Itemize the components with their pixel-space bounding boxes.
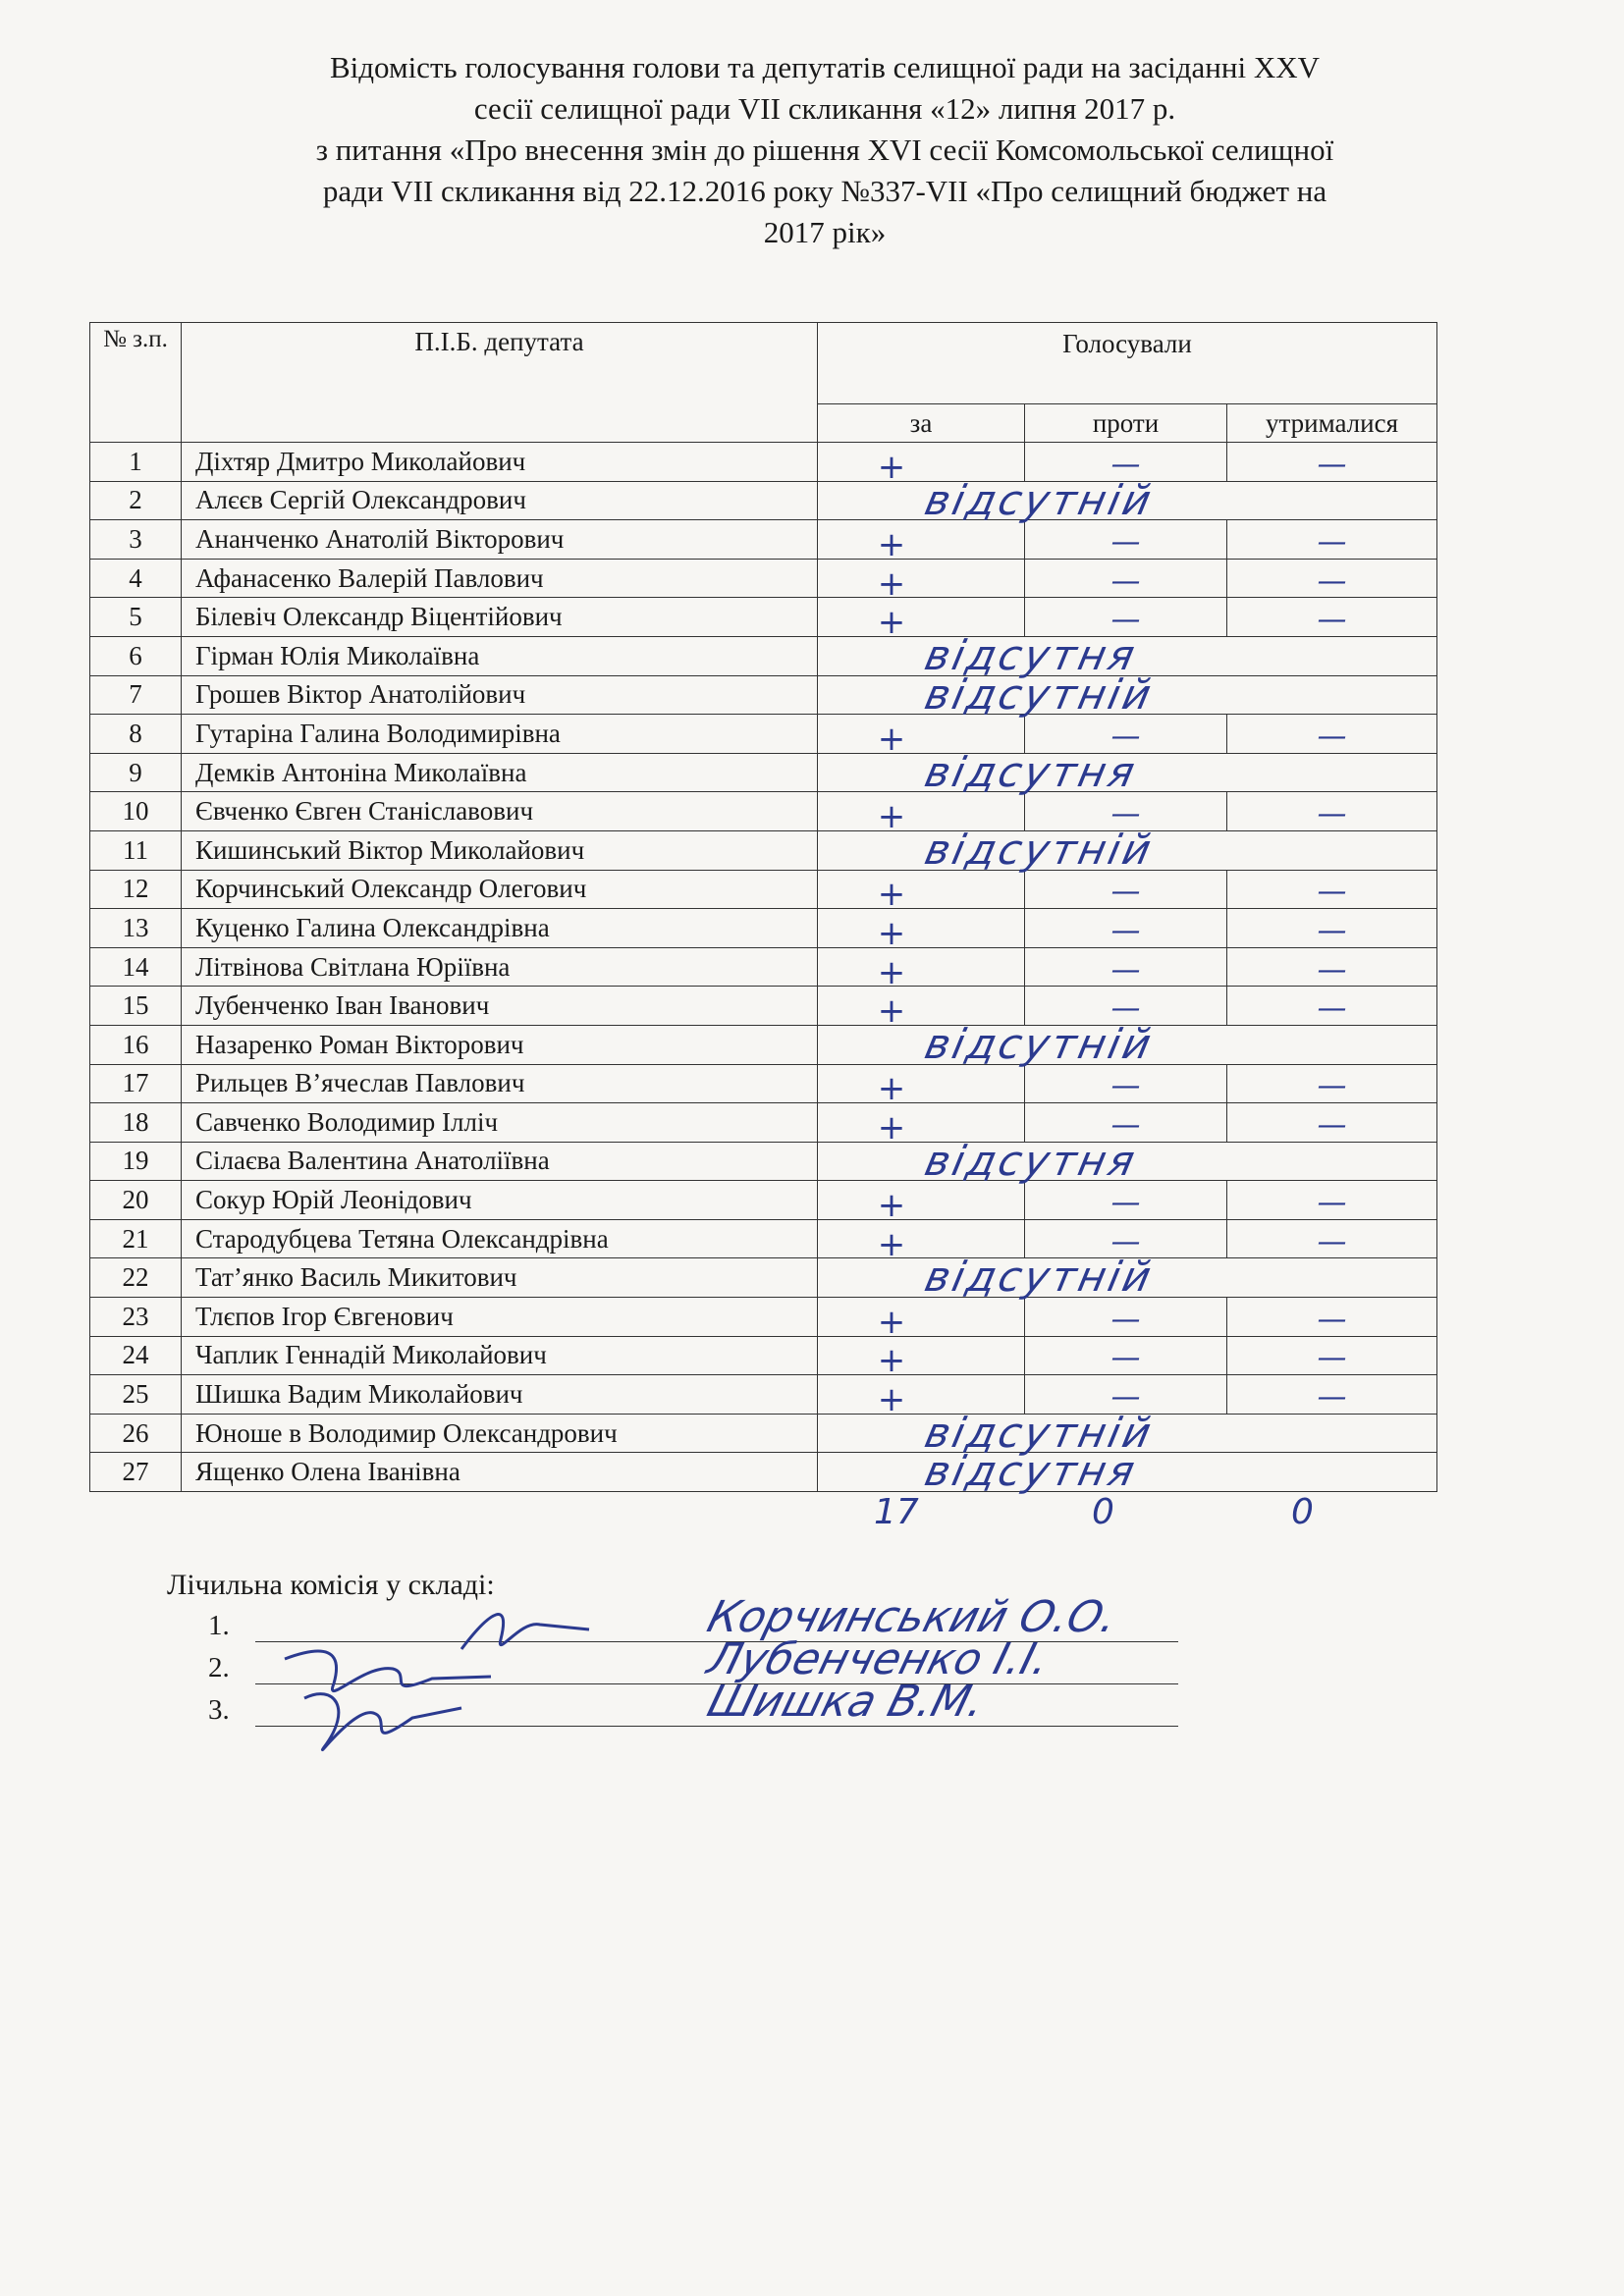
header-proty: проти (1025, 404, 1227, 443)
vote-proty-cell (1025, 947, 1227, 987)
vote-utr-cell (1227, 715, 1437, 754)
vote-za-mark: + (877, 719, 906, 759)
row-number: 26 (90, 1414, 182, 1453)
vote-utr-cell (1227, 520, 1437, 560)
table-row (90, 1025, 1437, 1064)
row-number: 3 (90, 520, 182, 560)
vote-za-mark: + (877, 913, 906, 953)
vote-proty-cell (1025, 909, 1227, 948)
vote-utr-mark: — (1317, 1302, 1347, 1337)
header-za: за (818, 404, 1025, 443)
absent-cell (818, 1136, 1437, 1185)
table-body (90, 443, 1437, 1496)
vote-za-mark: + (877, 875, 906, 915)
row-number: 6 (90, 636, 182, 675)
absent-cell (818, 1447, 1437, 1496)
deputy-name: Гірман Юлія Миколаївна (182, 636, 818, 675)
vote-za-mark: + (877, 447, 906, 487)
deputy-name: Стародубцева Тетяна Олександрівна (182, 1219, 818, 1258)
handwritten-signatures (265, 1590, 599, 1767)
vote-za-mark: + (877, 1069, 906, 1109)
table-row (90, 753, 1437, 792)
vote-za-cell (818, 1336, 1025, 1381)
deputy-name: Корчинський Олександр Олегович (182, 870, 818, 909)
deputy-name: Юноше в Володимир Олександрович (182, 1414, 818, 1453)
title-line: сесії селищної ради VII скликання «12» липня 2017 р. (473, 91, 1176, 126)
vote-za-mark: + (877, 991, 906, 1032)
deputy-name: Назаренко Роман Вікторович (182, 1025, 818, 1064)
table-row (90, 675, 1437, 715)
vote-za-mark: + (877, 797, 906, 837)
vote-za-cell (818, 559, 1025, 604)
vote-utr-cell (1227, 947, 1437, 987)
vote-utr-cell (1227, 1375, 1437, 1415)
vote-za-mark: + (877, 1302, 906, 1342)
deputy-name: Савченко Володимир Ілліч (182, 1103, 818, 1143)
vote-utr-cell (1227, 792, 1437, 831)
table-row (90, 1453, 1437, 1492)
vote-utr-mark: — (1317, 563, 1347, 599)
table-row (90, 559, 1437, 598)
vote-utr-mark: — (1317, 1224, 1347, 1259)
absent-cell (818, 475, 1437, 524)
row-number: 25 (90, 1375, 182, 1415)
signature-3 (304, 1694, 461, 1750)
vote-za-cell (818, 870, 1025, 915)
vote-utr-mark: — (1317, 1107, 1347, 1143)
vote-proty-cell (1025, 1181, 1227, 1220)
vote-proty-cell (1025, 870, 1227, 909)
absent-mark: відсутній (920, 825, 1159, 874)
table-row (90, 598, 1437, 637)
vote-proty-mark: — (1110, 1107, 1141, 1143)
absent-cell (818, 825, 1437, 874)
vote-utr-mark: — (1317, 1069, 1347, 1104)
table-row (90, 715, 1437, 754)
vote-utr-cell (1227, 1219, 1437, 1258)
vote-proty-mark: — (1110, 524, 1141, 560)
row-number: 16 (90, 1025, 182, 1064)
row-number: 14 (90, 947, 182, 987)
vote-proty-mark: — (1110, 991, 1141, 1027)
deputy-name: Євченко Євген Станіславович (182, 792, 818, 831)
vote-utr-mark: — (1317, 991, 1347, 1027)
deputy-name: Білевіч Олександр Віцентійович (182, 598, 818, 637)
vote-utr-cell (1227, 443, 1437, 482)
vote-proty-mark: — (1110, 447, 1141, 482)
deputy-name: Сілаєва Валентина Анатоліївна (182, 1142, 818, 1181)
vote-proty-mark: — (1110, 1302, 1141, 1337)
header-voted: Голосували (818, 323, 1437, 404)
row-number: 15 (90, 987, 182, 1026)
deputy-name: Літвінова Світлана Юріївна (182, 947, 818, 987)
vote-proty-mark: — (1110, 952, 1141, 988)
signature-2 (285, 1651, 491, 1691)
title-line: з питання «Про внесення змін до рішення XVI сесії Комсомольської селищної (315, 133, 1334, 167)
vote-utr-mark: — (1317, 952, 1347, 988)
absent-mark: відсутній (920, 669, 1159, 719)
vote-za-cell (818, 1064, 1025, 1109)
deputy-name: Сокур Юрій Леонідович (182, 1181, 818, 1220)
row-number: 19 (90, 1142, 182, 1181)
absent-mark: відсутній (920, 1019, 1159, 1068)
row-number: 24 (90, 1336, 182, 1375)
vote-utr-cell (1227, 909, 1437, 948)
row-number: 8 (90, 715, 182, 754)
vote-proty-cell (1025, 1298, 1227, 1337)
vote-utr-cell (1227, 1181, 1437, 1220)
table-row (90, 1142, 1437, 1181)
vote-za-mark: + (877, 563, 906, 604)
document-title (147, 47, 1502, 253)
vote-proty-cell (1025, 559, 1227, 598)
row-number: 21 (90, 1219, 182, 1258)
header-name: П.І.Б. депутата (182, 323, 818, 443)
deputy-name: Демків Антоніна Миколаївна (182, 753, 818, 792)
row-number: 10 (90, 792, 182, 831)
table-row (90, 481, 1437, 520)
row-number: 27 (90, 1453, 182, 1492)
vote-za-cell (818, 909, 1025, 953)
table-row (90, 520, 1437, 560)
member-name: Корчинський О.О. (702, 1592, 1123, 1642)
vote-utr-mark: — (1317, 1341, 1347, 1376)
absent-mark: відсутня (920, 747, 1142, 796)
table-row (90, 1219, 1437, 1258)
header-number: № з.п. (90, 323, 182, 443)
row-number: 13 (90, 909, 182, 948)
vote-proty-mark: — (1110, 913, 1141, 948)
vote-za-cell (818, 1181, 1025, 1226)
member-name: Шишка В.М. (702, 1677, 991, 1727)
commission-label: Лічильна комісія у складі: (167, 1569, 495, 1601)
title-line: Відомість голосування голови та депутатів селищної ради на засіданні XXV (329, 50, 1321, 84)
row-number: 20 (90, 1181, 182, 1220)
vote-proty-cell (1025, 1064, 1227, 1103)
row-number: 4 (90, 559, 182, 598)
vote-proty-mark: — (1110, 1069, 1141, 1104)
vote-utr-mark: — (1317, 1380, 1347, 1415)
vote-proty-mark: — (1110, 1380, 1141, 1415)
vote-utr-cell (1227, 559, 1437, 598)
header-utrymalysia: утрималися (1227, 404, 1437, 443)
title-line: ради VII скликання від 22.12.2016 року №337-VII «Про селищний бюджет на (322, 174, 1327, 208)
vote-za-mark: + (877, 603, 906, 643)
table-row (90, 1414, 1437, 1453)
deputy-name: Куценко Галина Олександрівна (182, 909, 818, 948)
absent-mark: відсутній (920, 475, 1159, 524)
vote-utr-mark: — (1317, 719, 1347, 754)
vote-utr-mark: — (1317, 797, 1347, 832)
deputy-name: Тат’янко Василь Микитович (182, 1258, 818, 1298)
vote-proty-mark: — (1110, 1224, 1141, 1259)
vote-za-cell (818, 1298, 1025, 1342)
member-number: 2. (208, 1652, 230, 1683)
vote-proty-mark: — (1110, 563, 1141, 599)
vote-za-mark: + (877, 1341, 906, 1381)
vote-proty-mark: — (1110, 603, 1141, 638)
vote-utr-mark: — (1317, 603, 1347, 638)
table-row (90, 792, 1437, 831)
absent-mark: відсутня (920, 630, 1142, 679)
row-number: 5 (90, 598, 182, 637)
table-row (90, 1064, 1437, 1103)
table-row (90, 909, 1437, 948)
vote-proty-mark: — (1110, 797, 1141, 832)
deputy-name: Рильцев В’ячеслав Павлович (182, 1064, 818, 1103)
row-number: 18 (90, 1103, 182, 1143)
vote-za-mark: + (877, 1107, 906, 1148)
vote-utr-mark: — (1317, 1186, 1347, 1221)
row-number: 17 (90, 1064, 182, 1103)
row-number: 9 (90, 753, 182, 792)
vote-za-cell (818, 947, 1025, 992)
total-utr: 0 (1291, 1492, 1314, 1532)
member-number: 3. (208, 1694, 230, 1726)
table-row (90, 1103, 1437, 1143)
vote-utr-cell (1227, 870, 1437, 909)
vote-utr-cell (1227, 1298, 1437, 1337)
vote-proty-cell (1025, 1336, 1227, 1375)
title-line: 2017 рік» (763, 215, 887, 249)
table-row (90, 830, 1437, 870)
table-row (90, 1336, 1437, 1375)
deputy-name: Ященко Олена Іванівна (182, 1453, 818, 1492)
vote-utr-mark: — (1317, 524, 1347, 560)
deputy-name: Кишинський Віктор Миколайович (182, 830, 818, 870)
vote-proty-mark: — (1110, 719, 1141, 754)
vote-proty-cell (1025, 520, 1227, 560)
table-row (90, 636, 1437, 675)
deputy-name: Шишка Вадим Миколайович (182, 1375, 818, 1415)
deputy-name: Афанасенко Валерій Павлович (182, 559, 818, 598)
vote-za-mark: + (877, 1186, 906, 1226)
table-row (90, 870, 1437, 909)
vote-utr-mark: — (1317, 913, 1347, 948)
voting-table (89, 322, 1437, 1496)
row-number: 2 (90, 481, 182, 520)
vote-za-mark: + (877, 952, 906, 992)
table-row (90, 1375, 1437, 1415)
absent-mark: відсутній (920, 1408, 1159, 1457)
vote-za-mark: + (877, 524, 906, 564)
row-number: 12 (90, 870, 182, 909)
absent-cell (818, 747, 1437, 796)
deputy-name: Ананченко Анатолій Вікторович (182, 520, 818, 560)
deputy-name: Грошев Віктор Анатолійович (182, 675, 818, 715)
row-number: 7 (90, 675, 182, 715)
row-number: 11 (90, 830, 182, 870)
total-proty: 0 (1092, 1492, 1114, 1532)
signature-1 (461, 1615, 589, 1649)
vote-utr-cell (1227, 1336, 1437, 1375)
deputy-name: Тлєпов Ігор Євгенович (182, 1298, 818, 1337)
vote-za-mark: + (877, 1380, 906, 1420)
table-row (90, 1258, 1437, 1298)
deputy-name: Діхтяр Дмитро Миколайович (182, 443, 818, 482)
vote-utr-cell (1227, 598, 1437, 637)
member-name: Лубенченко І.І. (702, 1634, 1056, 1684)
absent-mark: відсутня (920, 1447, 1142, 1496)
vote-proty-mark: — (1110, 1186, 1141, 1221)
vote-za-mark: + (877, 1224, 906, 1264)
deputy-name: Гутаріна Галина Володимирівна (182, 715, 818, 754)
vote-za-cell (818, 520, 1025, 564)
absent-cell (818, 1253, 1437, 1302)
vote-utr-mark: — (1317, 875, 1347, 910)
member-number: 1. (208, 1610, 230, 1641)
vote-utr-mark: — (1317, 447, 1347, 482)
total-za: 17 (874, 1492, 919, 1532)
absent-mark: відсутній (920, 1253, 1159, 1302)
table-row (90, 1298, 1437, 1337)
vote-proty-mark: — (1110, 875, 1141, 910)
table-row (90, 947, 1437, 987)
absent-mark: відсутня (920, 1136, 1142, 1185)
absent-cell (818, 669, 1437, 719)
table-row (90, 987, 1437, 1026)
deputy-name: Лубенченко Іван Іванович (182, 987, 818, 1026)
vote-proty-mark: — (1110, 1341, 1141, 1376)
table-row (90, 443, 1437, 482)
table-row (90, 1181, 1437, 1220)
row-number: 23 (90, 1298, 182, 1337)
deputy-name: Чаплик Геннадій Миколайович (182, 1336, 818, 1375)
row-number: 1 (90, 443, 182, 482)
deputy-name: Алєєв Сергій Олександрович (182, 481, 818, 520)
vote-utr-cell (1227, 987, 1437, 1026)
vote-utr-cell (1227, 1103, 1437, 1143)
row-number: 22 (90, 1258, 182, 1298)
vote-utr-cell (1227, 1064, 1437, 1103)
absent-cell (818, 1019, 1437, 1068)
